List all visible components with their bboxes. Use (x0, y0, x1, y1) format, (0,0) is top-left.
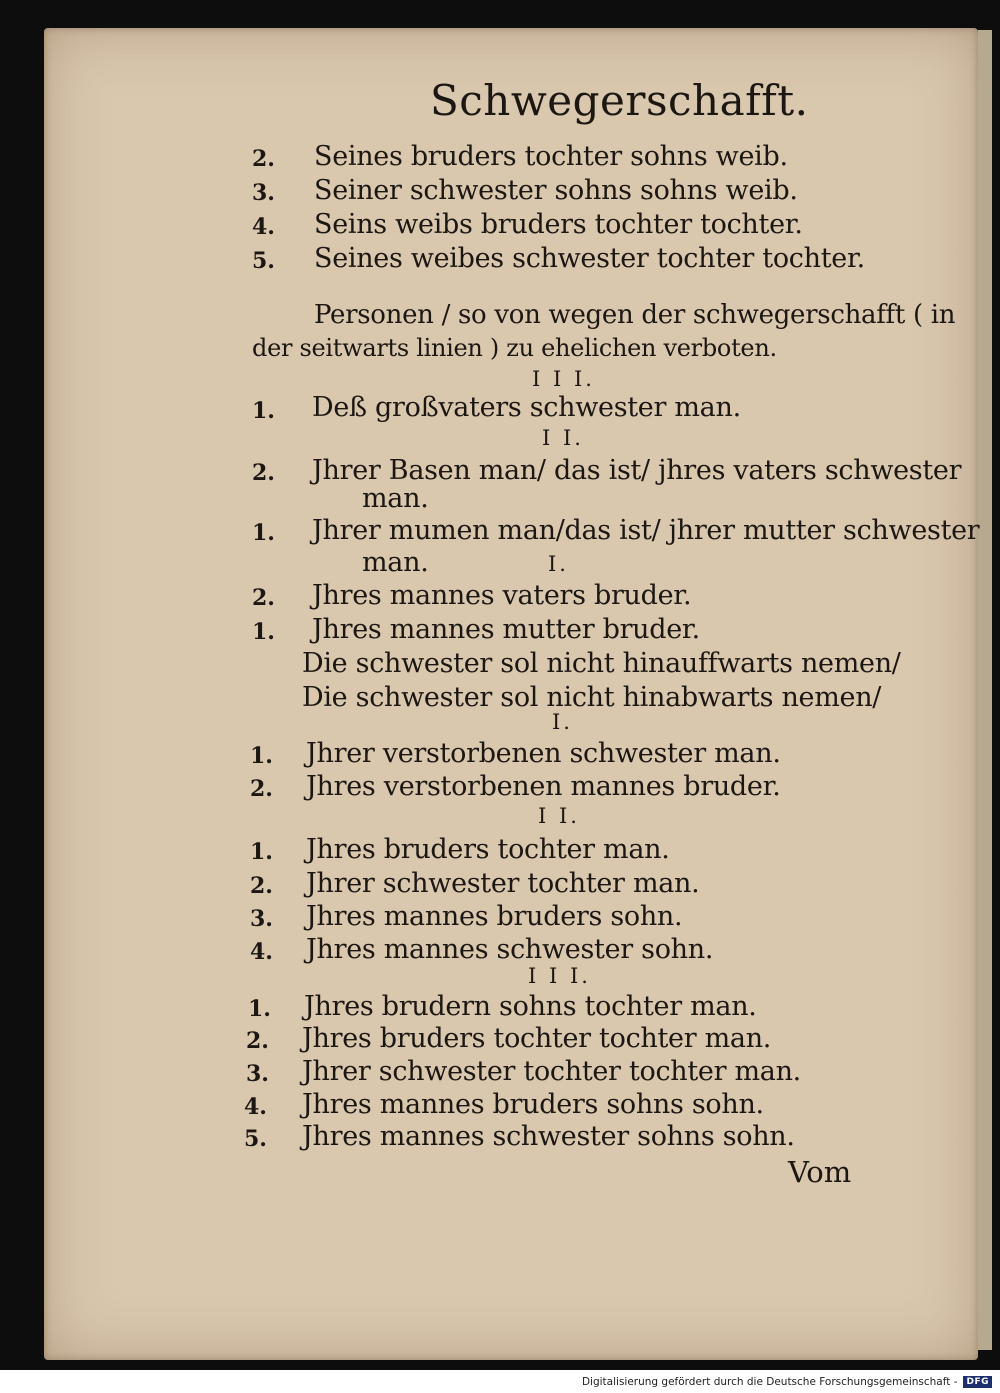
list-item-continuation: man. (362, 483, 429, 514)
list-item: Jhres bruders tochter man. (306, 834, 670, 865)
list-item: Jhres mannes schwester sohn. (306, 934, 714, 965)
list-number: 3. (252, 180, 275, 206)
list-item: Seiner schwester sohns sohns weib. (314, 175, 798, 206)
list-item: Jhres verstorbenen mannes bruder. (306, 771, 781, 802)
section-title: Personen / so von wegen der schwegerschafft ( in (314, 300, 956, 330)
list-number: 1. (252, 619, 275, 645)
rule-line: Die schwester sol nicht hinauffwarts nemen/ (302, 648, 901, 679)
footer-credit: Digitalisierung gefördert durch die Deutsche Forschungsgemeinschaft - (581, 1375, 958, 1388)
list-number: 2. (252, 146, 275, 172)
list-number: 1. (250, 743, 273, 769)
roman-numeral: I I. (542, 426, 584, 450)
list-item: Jhrer verstorbenen schwester man. (306, 738, 781, 769)
list-item: Seines weibes schwester tochter tochter. (314, 243, 865, 274)
list-item: Deß großvaters schwester man. (312, 392, 741, 423)
roman-numeral: I. (552, 710, 573, 734)
digitization-footer (0, 1370, 1000, 1393)
page-edge (978, 30, 992, 1350)
list-number: 5. (252, 248, 275, 274)
roman-numeral: I. (548, 552, 569, 576)
rule-line: Die schwester sol nicht hinabwarts nemen/ (302, 682, 882, 713)
roman-numeral: I I. (538, 804, 580, 828)
list-number: 1. (248, 996, 271, 1022)
list-item: Jhres mannes vaters bruder. (312, 580, 692, 611)
list-number: 4. (250, 939, 273, 965)
list-item: Jhrer schwester tochter tochter man. (302, 1056, 801, 1087)
dfg-logo: DFG (963, 1376, 992, 1388)
list-number: 2. (252, 460, 275, 486)
section-title: der seitwarts linien ) zu ehelichen verboten. (252, 334, 777, 362)
roman-numeral: I I I. (528, 964, 591, 988)
list-number: 1. (252, 398, 275, 424)
roman-numeral: I I I. (532, 367, 595, 391)
page-heading: Schwegerschafft. (430, 76, 809, 125)
list-number: 1. (252, 520, 275, 546)
list-number: 2. (252, 585, 275, 611)
list-number: 2. (250, 873, 273, 899)
list-number: 2. (250, 776, 273, 802)
list-item: Jhrer mumen man/das ist/ jhrer mutter schwester (312, 515, 980, 546)
list-item: Seines bruders tochter sohns weib. (314, 141, 788, 172)
list-item: Jhres brudern sohns tochter man. (304, 991, 757, 1022)
list-number: 3. (246, 1061, 269, 1087)
list-item: Jhres mannes mutter bruder. (312, 614, 700, 645)
list-item: Jhres mannes schwester sohns sohn. (302, 1121, 795, 1152)
list-number: 1. (250, 839, 273, 865)
list-item: Jhrer Basen man/ das ist/ jhres vaters schwester (312, 455, 962, 486)
list-number: 3. (250, 906, 273, 932)
list-number: 4. (252, 214, 275, 240)
list-number: 2. (246, 1028, 269, 1054)
list-item: Jhrer schwester tochter man. (306, 868, 700, 899)
list-number: 4. (244, 1094, 267, 1120)
list-item: Jhres mannes bruders sohns sohn. (302, 1089, 764, 1120)
list-item: Seins weibs bruders tochter tochter. (314, 209, 803, 240)
list-number: 5. (244, 1126, 267, 1152)
list-item: Jhres mannes bruders sohn. (306, 901, 683, 932)
catchword: Vom (788, 1155, 852, 1189)
list-item: Jhres bruders tochter tochter man. (302, 1023, 772, 1054)
list-item-continuation: man. (362, 547, 429, 578)
